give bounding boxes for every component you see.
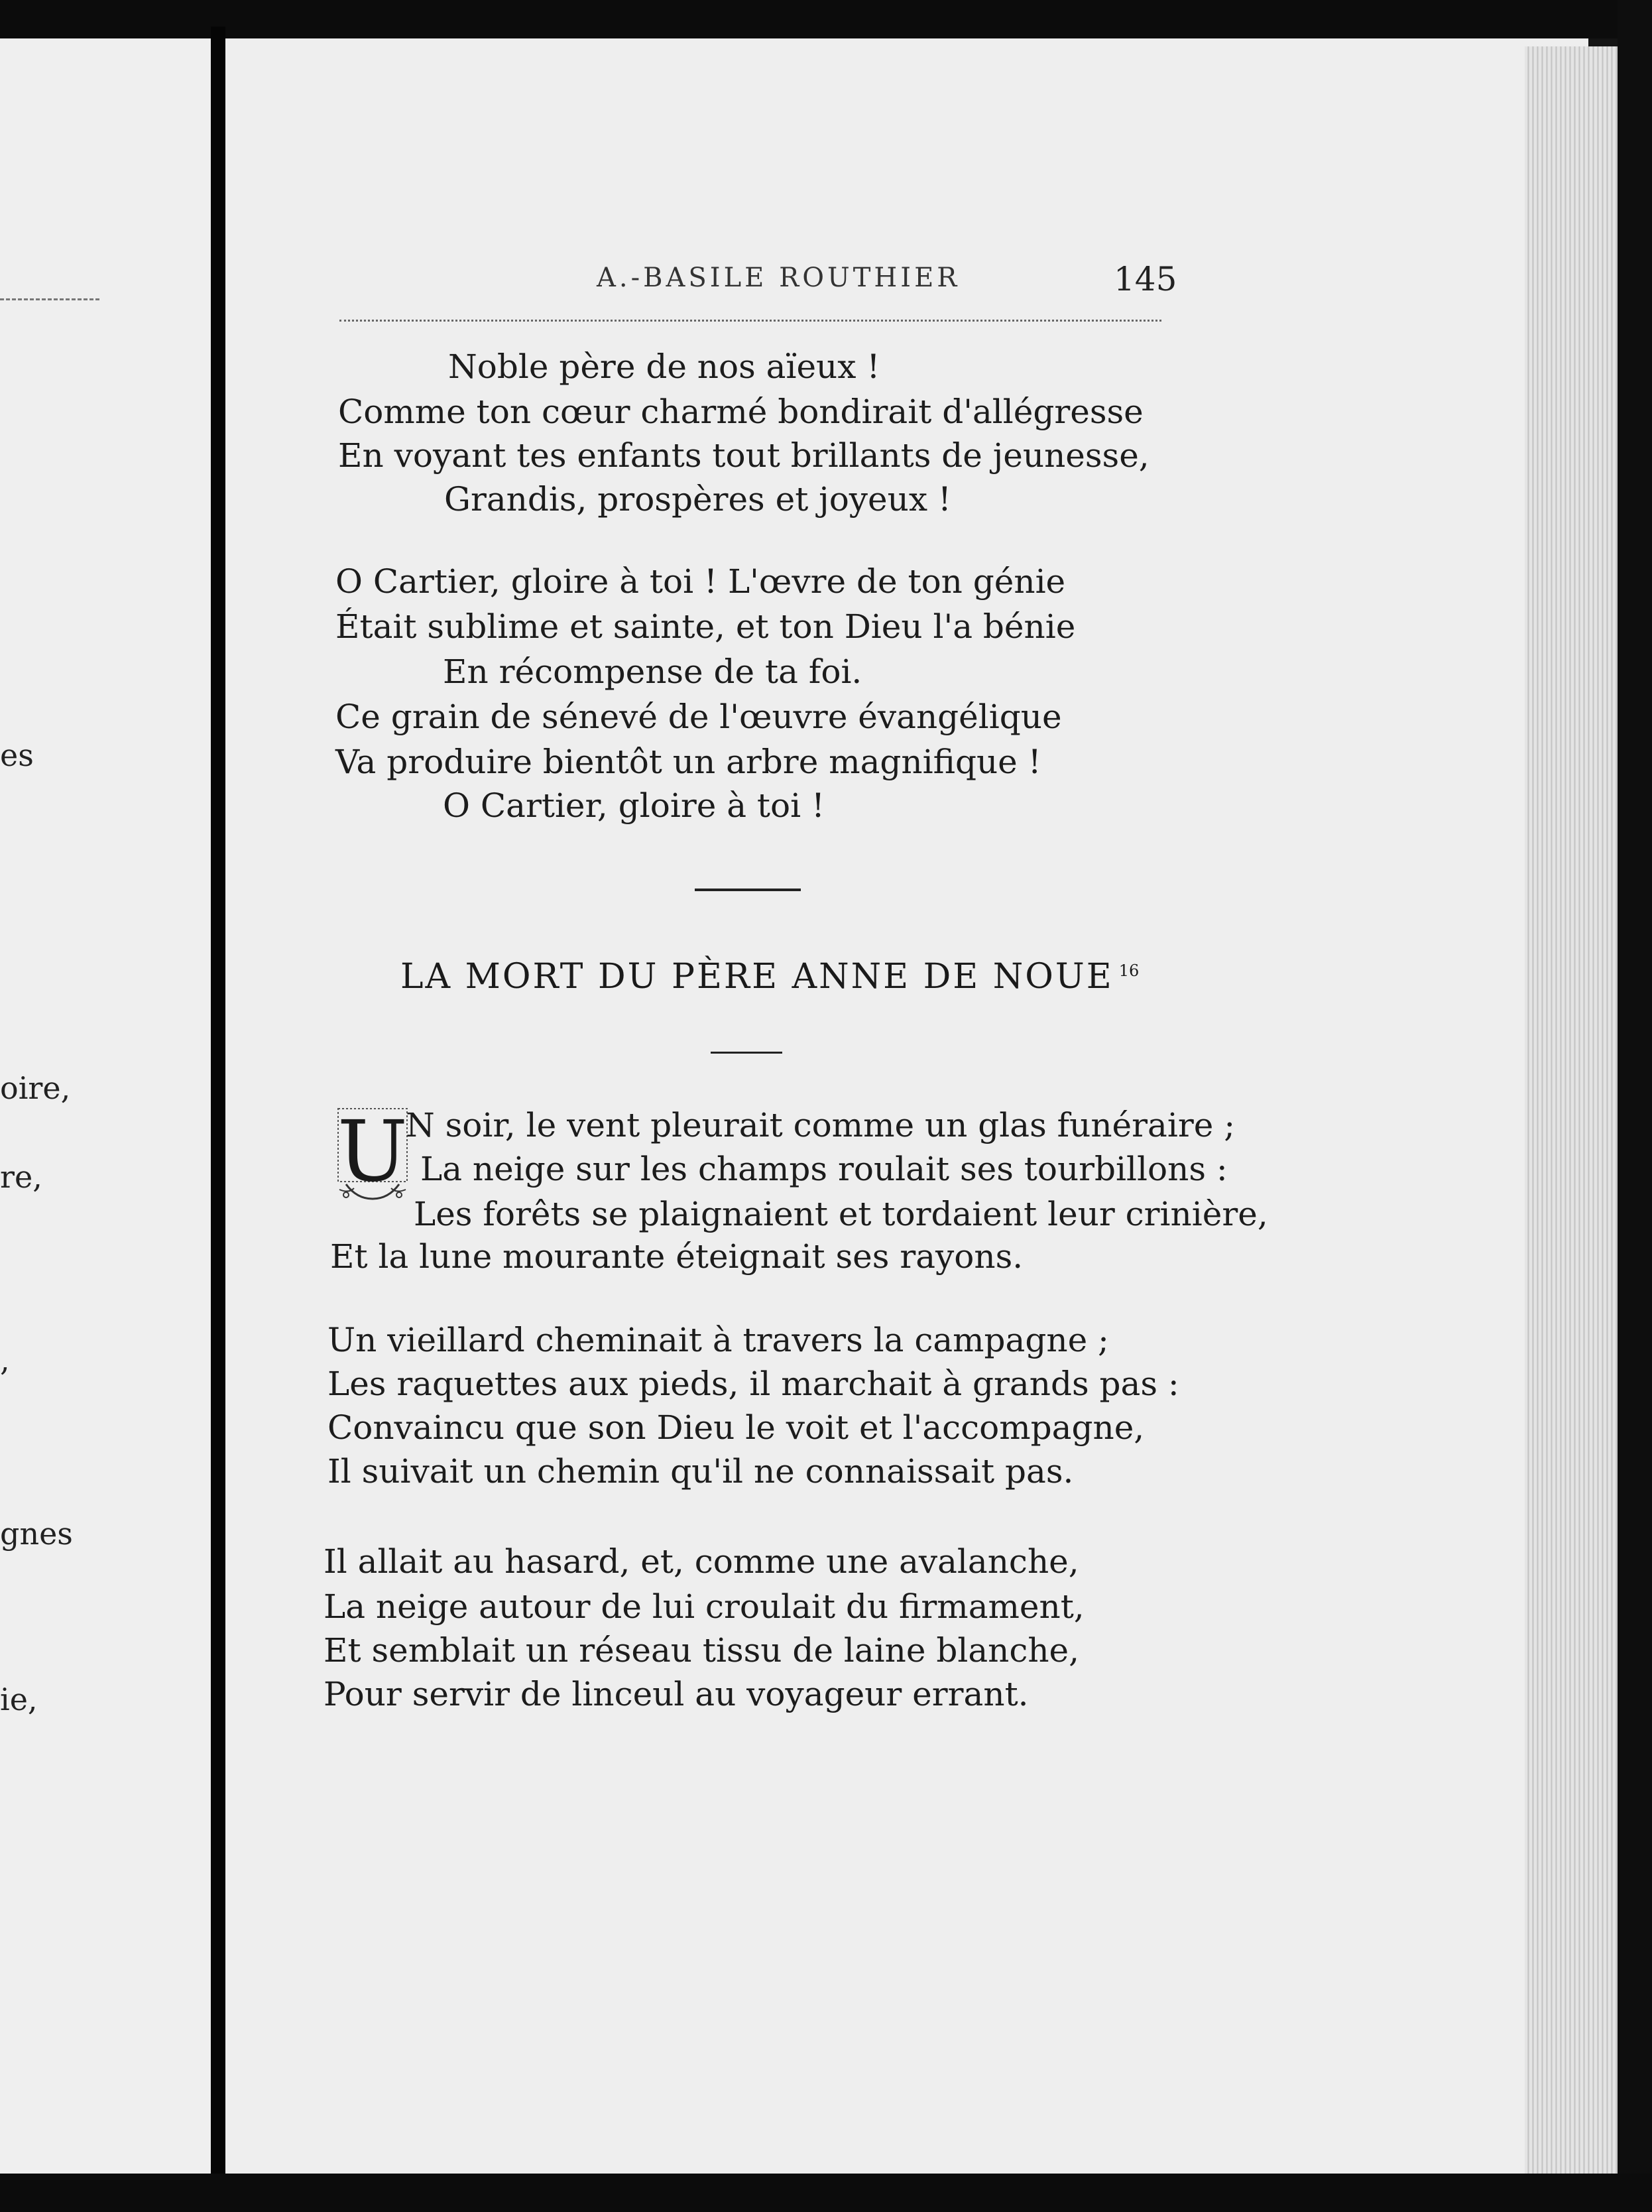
footnote-reference: 16: [1118, 961, 1140, 980]
verse-line: La neige sur les champs roulait ses tourbillons :: [420, 1150, 1228, 1188]
page-edges: [1525, 46, 1618, 2175]
poem-title-text: LA MORT DU PÈRE ANNE DE NOUE: [400, 957, 1114, 997]
book-spine: [211, 27, 225, 2175]
verse-line: O Cartier, gloire à toi ! L'œvre de ton génie: [335, 562, 1066, 601]
left-page-fragment: es: [0, 737, 34, 773]
verse-line: Les raquettes aux pieds, il marchait à grands pas :: [327, 1365, 1179, 1403]
verse-line: O Cartier, gloire à toi !: [443, 786, 825, 825]
verse-line: N soir, le vent pleurait comme un glas funéraire ;: [406, 1106, 1236, 1144]
verse-line: Pour servir de linceul au voyageur errant.: [324, 1675, 1029, 1713]
ornamental-dropcap: [337, 1106, 408, 1204]
verse-line: Un vieillard cheminait à travers la campagne ;: [327, 1321, 1109, 1359]
left-page-fragment: oire,: [0, 1070, 71, 1106]
scan-bottom-border: [0, 2174, 1652, 2212]
verse-line: Était sublime et sainte, et ton Dieu l'a bénie: [335, 607, 1076, 646]
left-page-fragment: ,: [0, 1342, 10, 1378]
verse-line: En voyant tes enfants tout brillants de jeunesse,: [338, 436, 1150, 475]
section-divider: [695, 889, 801, 891]
verse-line: Ce grain de sénevé de l'œuvre évangélique: [335, 698, 1062, 736]
verse-line: Il allait au hasard, et, comme une avalanche,: [324, 1542, 1079, 1581]
scan-right-border: [1618, 0, 1652, 2212]
title-underline: [711, 1052, 782, 1054]
verse-line: Grandis, prospères et joyeux !: [444, 480, 952, 519]
header-rule: [339, 320, 1161, 322]
verse-line: Noble père de nos aïeux !: [448, 347, 880, 386]
verse-line: Va produire bientôt un arbre magnifique !: [335, 743, 1041, 781]
left-page: [0, 38, 211, 2174]
scan-top-border: [0, 0, 1652, 38]
verse-line: Comme ton cœur charmé bondirait d'allégresse: [338, 393, 1144, 431]
verse-line: Les forêts se plaignaient et tordaient leur crinière,: [414, 1195, 1268, 1233]
left-page-fragment: gnes: [0, 1516, 73, 1552]
verse-line: La neige autour de lui croulait du firmament,: [324, 1587, 1085, 1626]
left-page-fragment: re,: [0, 1159, 42, 1195]
verse-line: En récompense de ta foi.: [443, 652, 862, 691]
running-head: A.-BASILE ROUTHIER: [597, 263, 961, 293]
verse-line: Et la lune mourante éteignait ses rayons.: [330, 1237, 1024, 1276]
page-number: 145: [1114, 260, 1177, 298]
dropcap-ornament: [337, 1106, 408, 1204]
left-page-fragment: ie,: [0, 1682, 38, 1717]
verse-line: Et semblait un réseau tissu de laine blanche,: [324, 1631, 1080, 1670]
verse-line: Il suivait un chemin qu'il ne connaissait pas.: [327, 1452, 1074, 1491]
left-page-rule: [0, 298, 99, 300]
verse-line: Convaincu que son Dieu le voit et l'accompagne,: [327, 1408, 1145, 1447]
poem-title: [400, 957, 1139, 997]
dropcap-letter: U: [337, 1106, 408, 1200]
